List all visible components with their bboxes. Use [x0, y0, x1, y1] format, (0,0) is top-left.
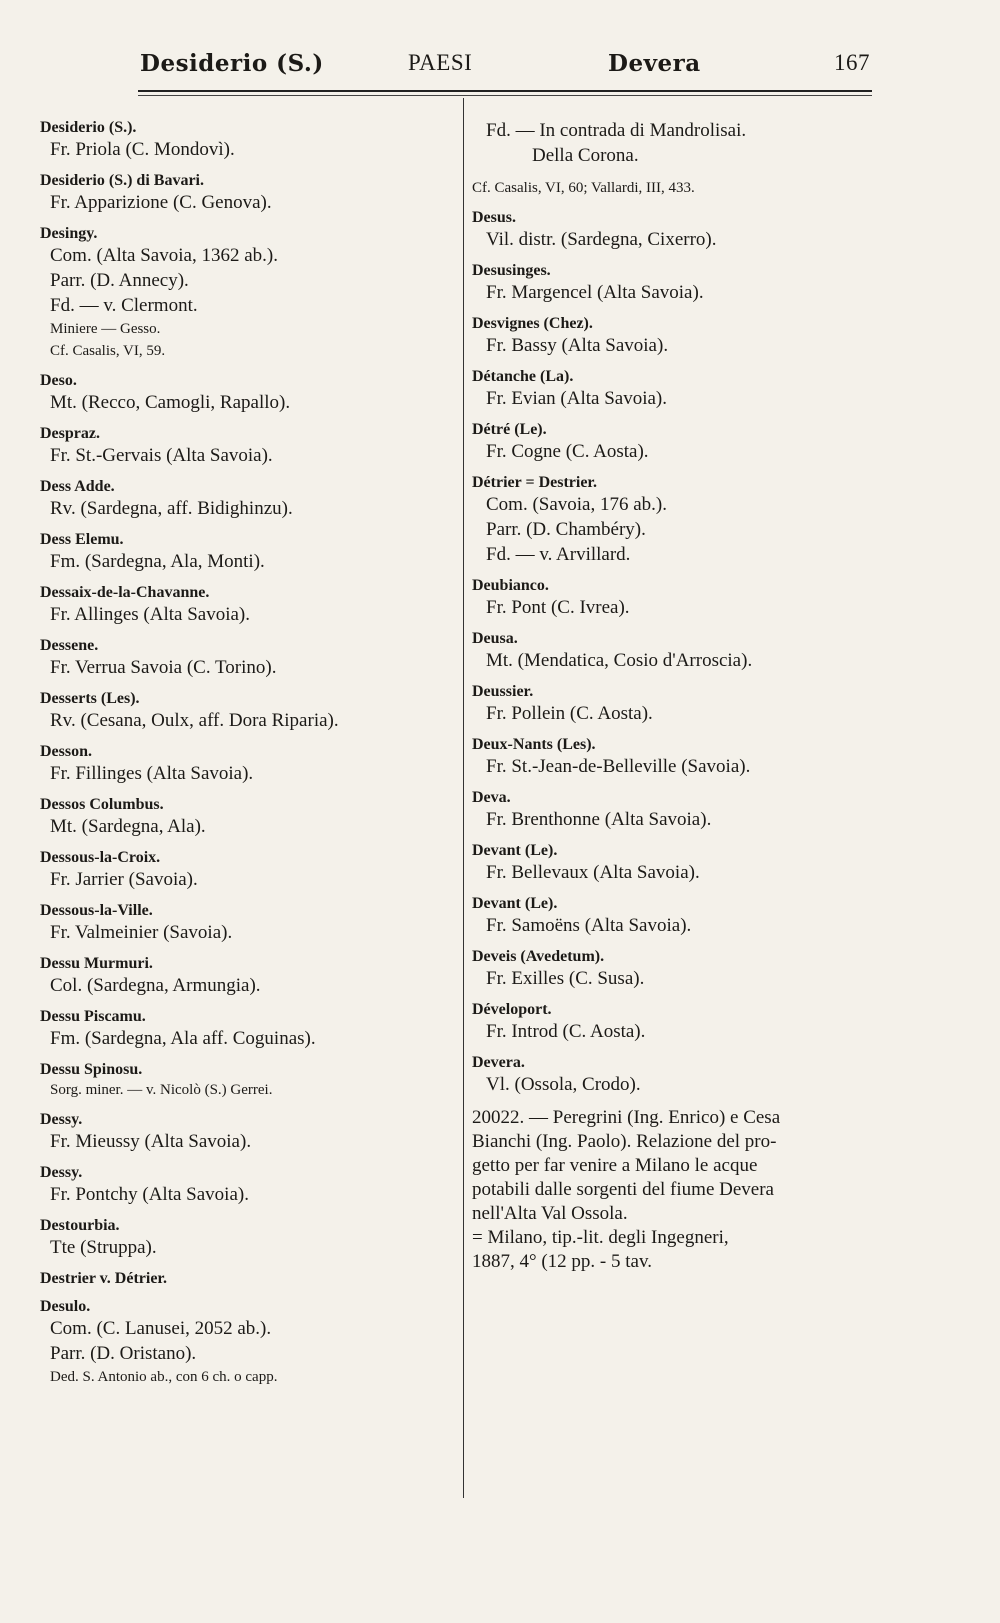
gazetteer-entry [472, 894, 872, 938]
right-column [472, 118, 872, 1274]
gazetteer-entry [472, 841, 872, 885]
entry-line: Vil. distr. (Sardegna, Cixerro). [486, 229, 717, 250]
entry-line: Fd. — v. Clermont. [50, 295, 198, 316]
page-number: 167 [834, 50, 870, 75]
entry-line: Tte (Struppa). [50, 1237, 157, 1258]
entry-line: Parr. (D. Chambéry). [486, 519, 646, 540]
left-column [40, 118, 455, 1397]
entry-line: Fr. St.-Jean-de-Belleville (Savoia). [486, 756, 751, 777]
entry-line: Fr. Pontchy (Alta Savoia). [50, 1184, 249, 1205]
bibliography-line: = Milano, tip.-lit. degli Ingegneri, [472, 1227, 729, 1248]
entry-headword: Desulo. [40, 1298, 91, 1315]
entry-line: Cf. Casalis, VI, 59. [50, 343, 166, 359]
entry-line: Miniere — Gesso. [50, 321, 161, 337]
entry-headword: Dessy. [40, 1111, 83, 1128]
bibliography-note [472, 1106, 872, 1274]
entry-line: Fr. Mieussy (Alta Savoia). [50, 1131, 252, 1152]
gazetteer-entry [40, 954, 455, 998]
entry-headword: Dessos Columbus. [40, 796, 164, 813]
entry-headword: Dessous-la-Ville. [40, 902, 153, 919]
gazetteer-entry [472, 947, 872, 991]
entry-line: Fr. St.-Gervais (Alta Savoia). [50, 445, 273, 466]
entry-line: Fr. Margencel (Alta Savoia). [486, 282, 704, 303]
entry-line: Fr. Exilles (C. Susa). [486, 968, 645, 989]
header-right-catchword: Devera [608, 50, 701, 77]
entry-line: Fr. Priola (C. Mondovì). [50, 139, 235, 160]
gazetteer-entry [472, 367, 872, 411]
entry-line: Fm. (Sardegna, Ala, Monti). [50, 551, 265, 572]
entry-line: Fr. Introd (C. Aosta). [486, 1021, 646, 1042]
continuation-entry [472, 118, 872, 168]
entry-headword: Dessy. [40, 1164, 83, 1181]
gazetteer-entry [472, 629, 872, 673]
gazetteer-entry [40, 1060, 455, 1101]
entry-headword: Déveloport. [472, 1001, 552, 1018]
entry-headword: Dessu Piscamu. [40, 1008, 146, 1025]
gazetteer-entry [40, 424, 455, 468]
entry-line: Fr. Apparizione (C. Genova). [50, 192, 272, 213]
entry-line: Col. (Sardegna, Armungia). [50, 975, 261, 996]
entry-headword: Desusinges. [472, 262, 551, 279]
gazetteer-entry [472, 576, 872, 620]
gazetteer-entry [40, 1216, 455, 1260]
entry-headword: Détré (Le). [472, 421, 547, 438]
entry-headword: Deso. [40, 372, 77, 389]
entry-headword: Détanche (La). [472, 368, 574, 385]
entry-headword: Deubianco. [472, 577, 549, 594]
gazetteer-entry [40, 1007, 455, 1051]
running-header [140, 50, 870, 84]
bibliography-line: 1887, 4° (12 pp. - 5 tav. [472, 1251, 652, 1272]
entry-headword: Dessaix-de-la-Chavanne. [40, 584, 210, 601]
entry-headword: Desus. [472, 209, 517, 226]
header-rule-thin [138, 95, 872, 96]
entry-headword: Deveis (Avedetum). [472, 948, 605, 965]
entry-line: Fd. — v. Arvillard. [486, 544, 631, 565]
reference-line: Cf. Casalis, VI, 60; Vallardi, III, 433. [472, 180, 695, 196]
entry-line: Rv. (Sardegna, aff. Bidighinzu). [50, 498, 293, 519]
entry-headword: Dessu Murmuri. [40, 955, 153, 972]
gazetteer-entry [40, 1110, 455, 1154]
header-section-title: PAESI [408, 50, 473, 75]
entry-line: Fr. Fillinges (Alta Savoia). [50, 763, 254, 784]
gazetteer-entry [472, 682, 872, 726]
gazetteer-entry [472, 1000, 872, 1044]
entry-headword: Desiderio (S.). [40, 119, 137, 136]
entry-line: Com. (Savoia, 176 ab.). [486, 494, 668, 515]
gazetteer-entry [40, 224, 455, 362]
entry-headword: Devant (Le). [472, 842, 558, 859]
entry-headword: Dess Adde. [40, 478, 115, 495]
gazetteer-entry [40, 118, 455, 162]
bibliography-line: nell'Alta Val Ossola. [472, 1203, 628, 1224]
gazetteer-entry [472, 261, 872, 305]
gazetteer-entry [472, 420, 872, 464]
entry-headword: Deva. [472, 789, 511, 806]
gazetteer-entry [40, 742, 455, 786]
header-left-catchword: Desiderio (S.) [140, 50, 324, 77]
entry-line: Fr. Evian (Alta Savoia). [486, 388, 667, 409]
entry-line: Vl. (Ossola, Crodo). [486, 1074, 641, 1095]
entry-line: Fr. Pollein (C. Aosta). [486, 703, 653, 724]
header-rule-thick [138, 90, 872, 92]
gazetteer-entry [40, 901, 455, 945]
gazetteer-entry [40, 583, 455, 627]
gazetteer-entry [40, 530, 455, 574]
entry-headword: Desiderio (S.) di Bavari. [40, 172, 204, 189]
gazetteer-entry [472, 208, 872, 252]
gazetteer-entry [40, 1297, 455, 1388]
gazetteer-entry [472, 314, 872, 358]
entry-line: Parr. (D. Annecy). [50, 270, 189, 291]
entry-headword: Dessu Spinosu. [40, 1061, 143, 1078]
entry-headword: Deusa. [472, 630, 518, 647]
bibliography-line: Bianchi (Ing. Paolo). Relazione del pro- [472, 1131, 777, 1152]
entry-line: Fr. Valmeinier (Savoia). [50, 922, 233, 943]
entry-headword: Destrier v. Détrier. [40, 1270, 168, 1287]
gazetteer-entry [472, 735, 872, 779]
entry-headword: Desserts (Les). [40, 690, 140, 707]
column-divider [463, 98, 464, 1498]
entry-headword: Devera. [472, 1054, 525, 1071]
entry-line: Fr. Allinges (Alta Savoia). [50, 604, 251, 625]
entry-line: Mt. (Sardegna, Ala). [50, 816, 206, 837]
entry-line: Fd. — In contrada di Mandrolisai. [486, 120, 747, 141]
entry-line: Parr. (D. Oristano). [50, 1343, 197, 1364]
entry-headword: Devant (Le). [472, 895, 558, 912]
gazetteer-entry [472, 788, 872, 832]
entry-line: Mt. (Mendatica, Cosio d'Arroscia). [486, 650, 753, 671]
entry-line: Fr. Verrua Savoia (C. Torino). [50, 657, 277, 678]
entry-line: Fr. Samoëns (Alta Savoia). [486, 915, 692, 936]
gazetteer-entry [40, 795, 455, 839]
gazetteer-entry [40, 1163, 455, 1207]
entry-line: Fr. Jarrier (Savoia). [50, 869, 198, 890]
gazetteer-entry [40, 477, 455, 521]
entry-line: Fr. Pont (C. Ivrea). [486, 597, 630, 618]
bibliography-line: potabili dalle sorgenti del fiume Devera [472, 1179, 774, 1200]
entry-headword: Desvignes (Chez). [472, 315, 593, 332]
entry-headword: Desson. [40, 743, 93, 760]
gazetteer-entry [40, 1269, 455, 1288]
bibliography-line: getto per far venire a Milano le acque [472, 1155, 758, 1176]
gazetteer-entry [40, 636, 455, 680]
entry-headword: Deux-Nants (Les). [472, 736, 596, 753]
gazetteer-entry [472, 473, 872, 567]
right-entries [472, 208, 872, 1097]
entry-headword: Détrier = Destrier. [472, 474, 598, 491]
entry-line: Della Corona. [532, 145, 639, 166]
entry-headword: Dessous-la-Croix. [40, 849, 161, 866]
entry-line: Ded. S. Antonio ab., con 6 ch. o capp. [50, 1369, 278, 1385]
entry-headword: Deussier. [472, 683, 534, 700]
entry-headword: Despraz. [40, 425, 100, 442]
gazetteer-entry [40, 689, 455, 733]
gazetteer-entry [472, 1053, 872, 1097]
entry-line: Com. (C. Lanusei, 2052 ab.). [50, 1318, 272, 1339]
entry-line: Fm. (Sardegna, Ala aff. Coguinas). [50, 1028, 316, 1049]
entry-headword: Dessene. [40, 637, 99, 654]
entry-headword: Dess Elemu. [40, 531, 124, 548]
entry-headword: Destourbia. [40, 1217, 120, 1234]
entry-line: Fr. Bassy (Alta Savoia). [486, 335, 669, 356]
entry-line: Fr. Bellevaux (Alta Savoia). [486, 862, 700, 883]
entry-line: Sorg. miner. — v. Nicolò (S.) Gerrei. [50, 1082, 273, 1098]
entry-line: Com. (Alta Savoia, 1362 ab.). [50, 245, 278, 266]
bibliography-line: 20022. — Peregrini (Ing. Enrico) e Cesa [472, 1107, 781, 1128]
gazetteer-entry [40, 848, 455, 892]
entry-line: Rv. (Cesana, Oulx, aff. Dora Riparia). [50, 710, 339, 731]
entry-headword: Desingy. [40, 225, 98, 242]
entry-line: Fr. Brenthonne (Alta Savoia). [486, 809, 712, 830]
gazetteer-entry [40, 371, 455, 415]
entry-line: Mt. (Recco, Camogli, Rapallo). [50, 392, 291, 413]
entry-line: Fr. Cogne (C. Aosta). [486, 441, 649, 462]
gazetteer-entry [40, 171, 455, 215]
